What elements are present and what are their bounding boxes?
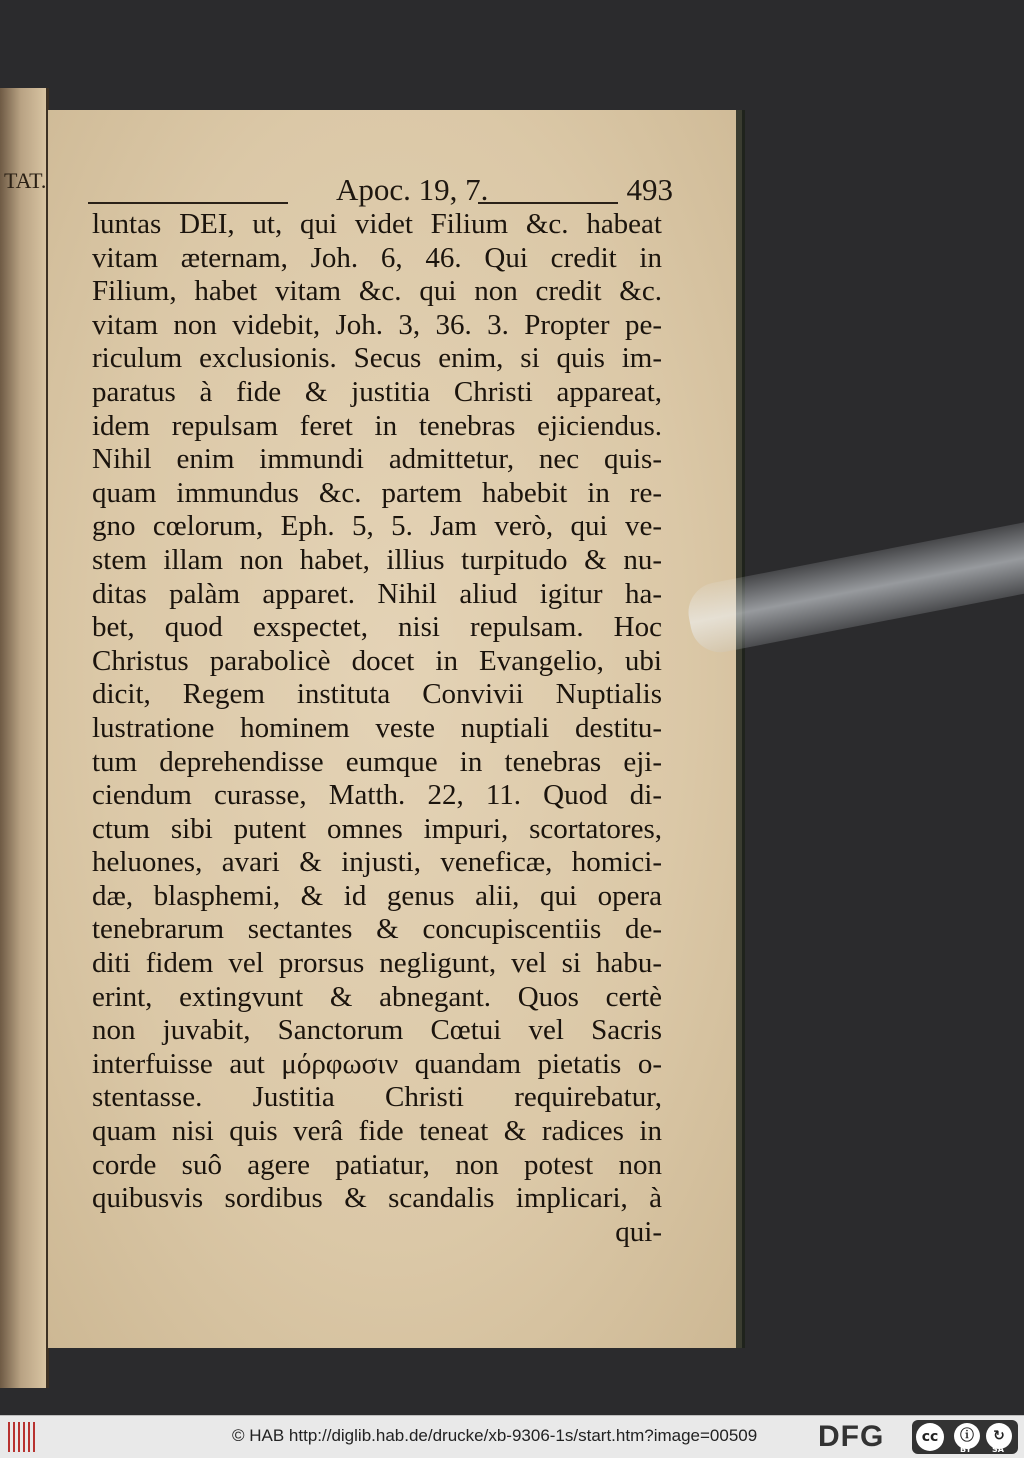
text-line: stentasse. Justitia Christi requirebatur, <box>92 1081 662 1114</box>
dfg-logo: DFG <box>818 1420 885 1453</box>
book-page <box>48 110 736 1348</box>
text-line: erint, extingvunt & abnegant. Quos certè <box>92 980 662 1013</box>
text-line: dicit, Regem instituta Convivii Nuptialis <box>92 678 662 711</box>
text-line: quam immundus &c. partem habebit in re- <box>92 476 662 509</box>
text-line: quam nisi quis verâ fide teneat & radices in <box>92 1115 662 1148</box>
text-line: quibusvis sordibus & scandalis implicari, à <box>92 1182 662 1215</box>
running-head-title: Apoc. 19, 7. <box>336 172 489 207</box>
text-line: ciendum curasse, Matth. 22, 11. Quod di- <box>92 779 662 812</box>
body-text <box>92 208 662 1249</box>
text-line: heluones, avari & injusti, veneficæ, homici- <box>92 846 662 879</box>
text-line: vitam non videbit, Joh. 3, 36. 3. Propter pe- <box>92 308 662 341</box>
text-line: vitam æternam, Joh. 6, 46. Qui credit in <box>92 241 662 274</box>
license-badge[interactable] <box>912 1420 1018 1454</box>
adjacent-page-edge <box>0 88 49 1388</box>
attribution-icon: ⓘ <box>954 1423 980 1449</box>
text-line: Nihil enim immundi admittetur, nec quis- <box>92 443 662 476</box>
header-rule-left <box>88 202 288 204</box>
running-head <box>88 172 673 212</box>
sa-label: SA <box>992 1445 1004 1454</box>
catchword: qui- <box>615 1215 662 1248</box>
text-line: luntas DEI, ut, qui videt Filium &c. habeat <box>92 208 662 240</box>
text-line: Christus parabolicè docet in Evangelio, ubi <box>92 644 662 677</box>
text-line: tenebrarum sectantes & concupiscentiis de- <box>92 913 662 946</box>
footer-credit-link[interactable]: © HAB http://diglib.hab.de/drucke/xb-9306-1s/start.htm?image=00509 <box>232 1426 758 1445</box>
by-label: BY <box>960 1445 972 1454</box>
text-line: corde suô agere patiatur, non potest non <box>92 1148 662 1181</box>
text-line: gno cœlorum, Eph. 5, 5. Jam verò, qui ve- <box>92 510 662 543</box>
text-line: Filium, habet vitam &c. qui non credit &c. <box>92 275 662 308</box>
footer-bar <box>0 1415 1024 1458</box>
text-line: dæ, blasphemi, & id genus alii, qui opera <box>92 879 662 912</box>
text-line: stem illam non habet, illius turpitudo & nu- <box>92 543 662 576</box>
header-rule-right <box>478 202 618 204</box>
adjacent-page-text: TAT. <box>4 168 47 193</box>
text-line: tum deprehendisse eumque in tenebras eji- <box>92 745 662 778</box>
text-line: bet, quod exspectet, nisi repulsam. Hoc <box>92 611 662 644</box>
text-line: lustratione hominem veste nuptiali destitu- <box>92 711 662 744</box>
barcode-icon <box>8 1422 36 1452</box>
text-line: idem repulsam feret in tenebras ejiciendus. <box>92 409 662 442</box>
text-line: interfuisse aut μόρφωσιν quandam pietatis o- <box>92 1047 662 1080</box>
cc-icon: cc <box>916 1423 944 1451</box>
text-line: riculum exclusionis. Secus enim, si quis im- <box>92 342 662 375</box>
text-line: ctum sibi putent omnes impuri, scortatores, <box>92 812 662 845</box>
text-line: diti fidem vel prorsus negligunt, vel si habu- <box>92 947 662 980</box>
text-line: non juvabit, Sanctorum Cœtui vel Sacris <box>92 1014 662 1047</box>
page-number: 493 <box>626 172 673 207</box>
text-line: paratus à fide & justitia Christi appareat, <box>92 375 662 408</box>
share-alike-icon: ↻ <box>986 1423 1012 1449</box>
text-line: ditas palàm apparet. Nihil aliud igitur ha- <box>92 577 662 610</box>
